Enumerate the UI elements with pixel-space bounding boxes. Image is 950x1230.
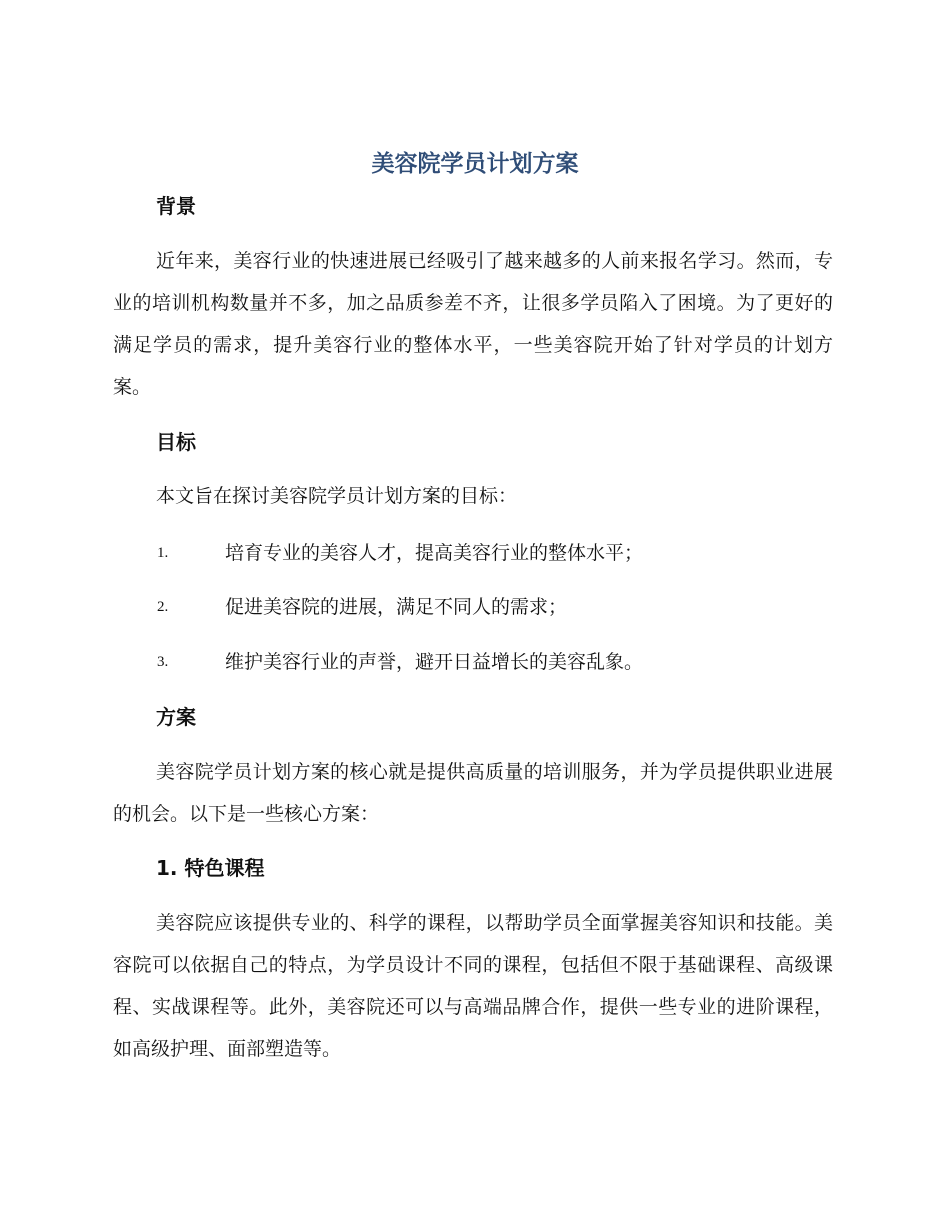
section-heading-plan: 方案 [156, 705, 196, 729]
list-item-text: 促进美容院的进展，满足不同人的需求； [225, 596, 568, 618]
document-title: 美容院学员计划方案 [371, 151, 579, 177]
goals-intro: 本文旨在探讨美容院学员计划方案的目标： [156, 485, 518, 507]
section-heading-goals: 目标 [156, 430, 196, 454]
list-item-number: 2. [157, 599, 169, 615]
featured-courses-paragraph: 美容院应该提供专业的、科学的课程，以帮助学员全面掌握美容知识和技能。美容院可以依据自己的特点，为学员设计不同的课程，包括但不限于基础课程、高级课程、实战课程等。此外，美容院还可以与高端品牌合作，提供一些专业的进阶课程，如高级护理、面部塑造等。 [113, 912, 833, 1060]
list-item-text: 培育专业的美容人才，提高美容行业的整体水平； [225, 542, 644, 564]
plan-paragraph: 美容院学员计划方案的核心就是提供高质量的培训服务，并为学员提供职业进展的机会。以下是一些核心方案： [113, 761, 833, 825]
list-item-number: 3. [157, 654, 169, 670]
list-item-number: 1. [157, 545, 169, 561]
section-heading-background: 背景 [156, 194, 196, 218]
background-paragraph: 近年来，美容行业的快速进展已经吸引了越来越多的人前来报名学习。然而，专业的培训机构数量并不多，加之品质参差不齐，让很多学员陷入了困境。为了更好的满足学员的需求，提升美容行业的整体水平，一些美容院开始了针对学员的计划方案。 [113, 250, 833, 398]
list-item-text: 维护美容行业的声誉，避开日益增长的美容乱象。 [225, 651, 644, 673]
subsection-heading-featured-courses: 1. 特色课程 [156, 856, 265, 880]
